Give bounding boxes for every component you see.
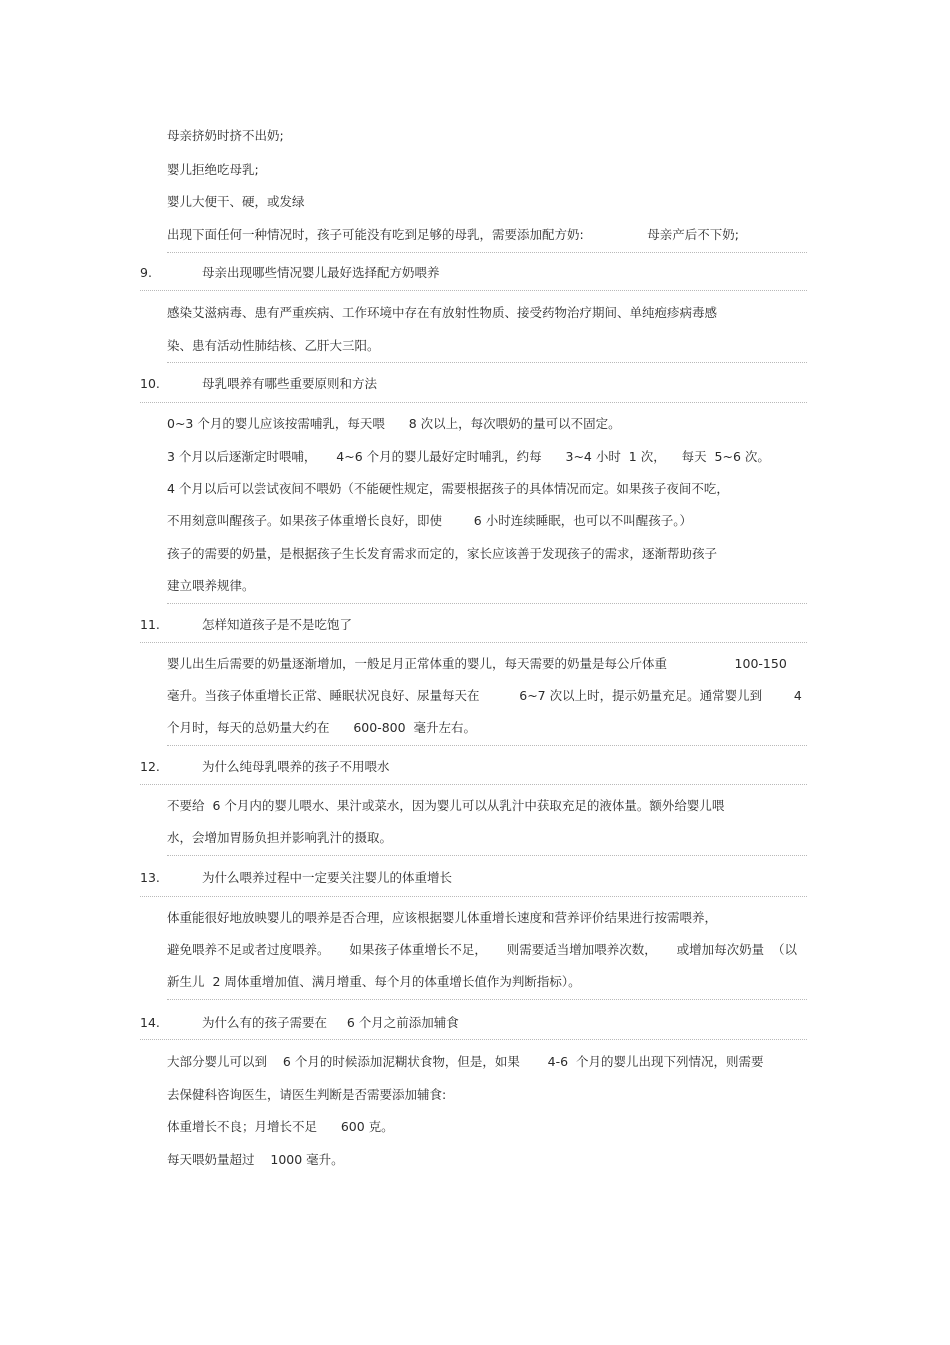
divider xyxy=(167,745,807,746)
body-line: 不用刻意叫醒孩子。如果孩子体重增长良好，即使 6 小时连续睡眠，也可以不叫醒孩子。） xyxy=(167,513,692,528)
section-number: 9. xyxy=(140,265,152,280)
section-number: 11. xyxy=(140,617,160,632)
divider xyxy=(167,855,807,856)
divider xyxy=(140,784,807,785)
section-title: 母乳喂养有哪些重要原则和方法 xyxy=(202,376,378,391)
section-title: 为什么纯母乳喂养的孩子不用喂水 xyxy=(202,759,390,774)
body-line: 大部分婴儿可以到 6 个月的时候添加泥糊状食物，但是，如果 4-6 个月的婴儿出现下列情况，则需要 xyxy=(167,1054,764,1069)
intro-line: 母亲挤奶时挤不出奶; xyxy=(167,128,284,143)
body-line: 个月时，每天的总奶量大约在 600-800 毫升左右。 xyxy=(167,720,477,735)
divider xyxy=(167,603,807,604)
body-line: 感染艾滋病毒、患有严重疾病、工作环境中存在有放射性物质、接受药物治疗期间、单纯疱疹病毒感 xyxy=(167,305,718,320)
section-number: 10. xyxy=(140,376,160,391)
body-line: 水，会增加胃肠负担并影响乳汁的摄取。 xyxy=(167,830,393,845)
body-line: 避免喂养不足或者过度喂养。 如果孩子体重增长不足， 则需要适当增加喂养次数， 或增加每次奶量 （以 xyxy=(167,942,798,957)
body-line: 去保健科咨询医生，请医生判断是否需要添加辅食: xyxy=(167,1087,447,1102)
body-line: 4 个月以后可以尝试夜间不喂奶（不能硬性规定，需要根据孩子的具体情况而定。如果孩子夜间不吃， xyxy=(167,481,729,496)
divider xyxy=(167,362,807,363)
body-line: 体重能很好地放映婴儿的喂养是否合理，应该根据婴儿体重增长速度和营养评价结果进行按需喂养， xyxy=(167,910,718,925)
intro-line: 婴儿大便干、硬，或发绿 xyxy=(167,194,305,209)
body-line: 每天喂奶量超过 1000 毫升。 xyxy=(167,1152,344,1167)
section-title: 怎样知道孩子是不是吃饱了 xyxy=(202,617,353,632)
section-number: 14. xyxy=(140,1015,160,1030)
body-line: 孩子的需要的奶量，是根据孩子生长发育需求而定的，家长应该善于发现孩子的需求，逐渐帮助孩子 xyxy=(167,546,718,561)
intro-line: 出现下面任何一种情况时，孩子可能没有吃到足够的母乳，需要添加配方奶: 母亲产后不下奶; xyxy=(167,227,739,242)
divider xyxy=(140,1039,807,1040)
section-title: 为什么喂养过程中一定要关注婴儿的体重增长 xyxy=(202,870,453,885)
divider xyxy=(167,999,807,1000)
divider xyxy=(140,290,807,291)
section-number: 12. xyxy=(140,759,160,774)
intro-line: 婴儿拒绝吃母乳; xyxy=(167,162,259,177)
section-title: 母亲出现哪些情况婴儿最好选择配方奶喂养 xyxy=(202,265,440,280)
body-line: 新生儿 2 周体重增加值、满月增重、每个月的体重增长值作为判断指标）。 xyxy=(167,974,581,989)
body-line: 3 个月以后逐渐定时喂哺， 4~6 个月的婴儿最好定时哺乳，约每 3~4 小时 1 次， 每天 5~6 次。 xyxy=(167,449,770,464)
body-line: 毫升。当孩子体重增长正常、睡眠状况良好、尿量每天在 6~7 次以上时，提示奶量充足。通常婴儿到 4 xyxy=(167,688,802,703)
body-line: 婴儿出生后需要的奶量逐渐增加，一般足月正常体重的婴儿，每天需要的奶量是每公斤体重 100-150 xyxy=(167,656,787,671)
body-line: 不要给 6 个月内的婴儿喂水、果汁或菜水，因为婴儿可以从乳汁中获取充足的液体量。额外给婴儿喂 xyxy=(167,798,725,813)
divider xyxy=(140,896,807,897)
body-line: 0~3 个月的婴儿应该按需哺乳，每天喂 8 次以上，每次喂奶的量可以不固定。 xyxy=(167,416,621,431)
body-line: 染、患有活动性肺结核、乙肝大三阳。 xyxy=(167,338,380,353)
section-title: 为什么有的孩子需要在 6 个月之前添加辅食 xyxy=(202,1015,459,1030)
divider xyxy=(140,402,807,403)
divider xyxy=(167,252,807,253)
body-line: 体重增长不良；月增长不足 600 克。 xyxy=(167,1119,394,1134)
body-line: 建立喂养规律。 xyxy=(167,578,255,593)
divider xyxy=(140,642,807,643)
section-number: 13. xyxy=(140,870,160,885)
